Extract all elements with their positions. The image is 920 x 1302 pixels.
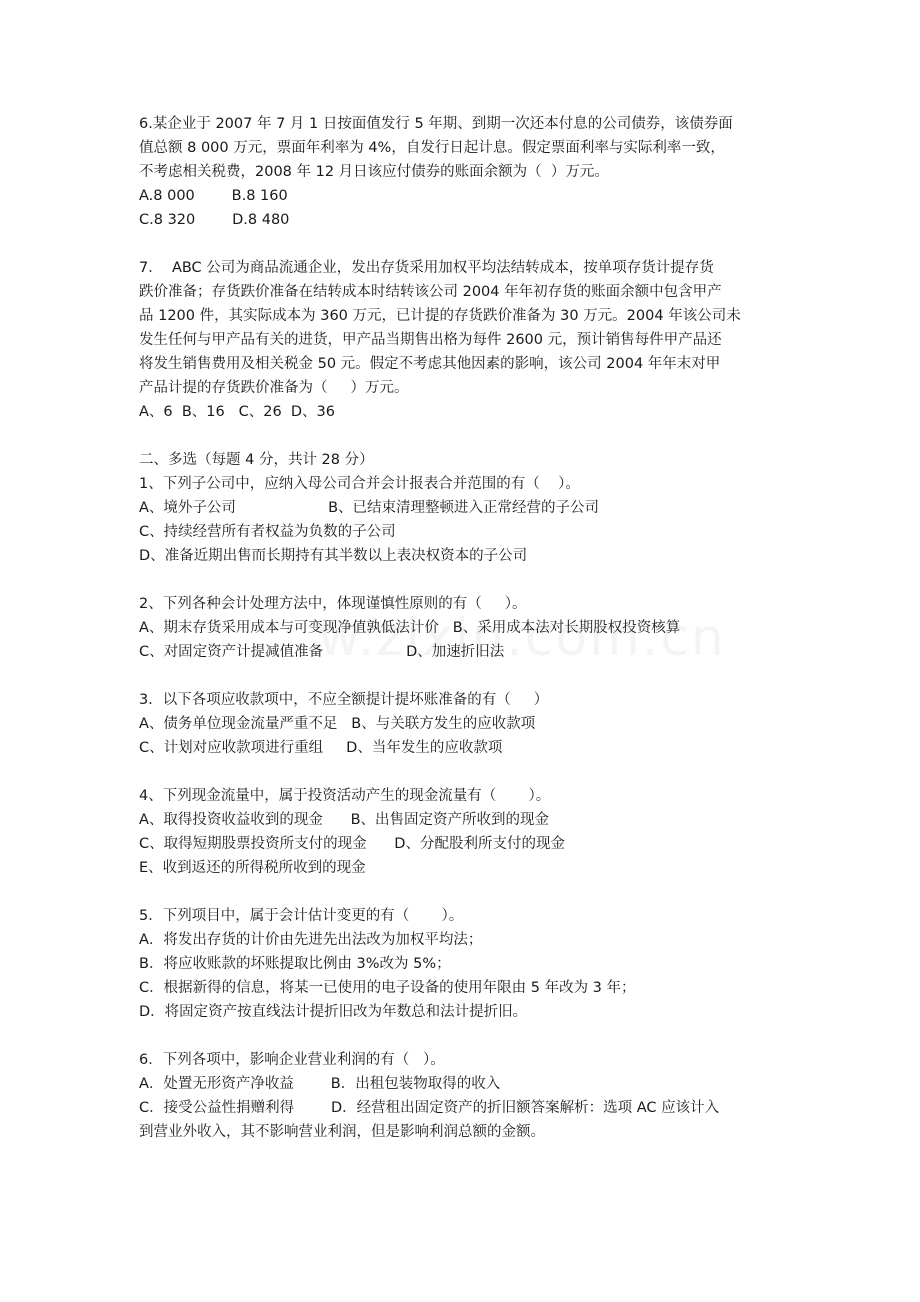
text-line: 发生任何与甲产品有关的进货，甲产品当期售出格为每件 2600 元，预计销售每件甲产品还: [139, 332, 722, 348]
text-line: 品 1200 件，其实际成本为 360 万元，已计提的存货跌价准备为 30 万元。2004 年该公司未: [139, 308, 741, 324]
text-line: A、取得投资收益收到的现金 B、出售固定资产所收到的现金: [139, 812, 550, 828]
text-line: A．将发出存货的计价由先进先出法改为加权平均法；: [139, 932, 483, 948]
text-line: A．处置无形资产净收益 B．出租包装物取得的收入: [139, 1076, 501, 1092]
document-body: [139, 112, 789, 1144]
text-line: C、持续经营所有者权益为负数的子公司: [139, 524, 396, 540]
blank-line: [139, 424, 789, 448]
text-line: 3．以下各项应收款项中，不应全额提计提坏账准备的有（ ）: [139, 692, 549, 708]
text-line: B．将应收账款的坏账提取比例由 3%改为 5%；: [139, 956, 451, 972]
blank-line: [139, 760, 789, 784]
text-line: C、对固定资产计提减值准备 D、加速折旧法: [139, 644, 505, 660]
text-line: A.8 000 B.8 160: [139, 188, 288, 204]
text-line: A、期末存货采用成本与可变现净值孰低法计价 B、采用成本法对长期股权投资核算: [139, 620, 681, 636]
text-line: 6.某企业于 2007 年 7 月 1 日按面值发行 5 年期、到期一次还本付息的公司债券，该债券面: [139, 116, 733, 132]
text-line: C.8 320 D.8 480: [139, 212, 290, 228]
text-line: A、6 B、16 C、26 D、36: [139, 404, 335, 420]
text-line: E、收到返还的所得税所收到的现金: [139, 860, 366, 876]
text-line: A、境外子公司 B、已结束清理整顿进入正常经营的子公司: [139, 500, 600, 516]
text-line: 7． ABC 公司为商品流通企业，发出存货采用加权平均法结转成本，按单项存货计提存货: [139, 260, 714, 276]
blank-line: [139, 664, 789, 688]
text-line: 6．下列各项中，影响企业营业利润的有（ ）。: [139, 1052, 445, 1068]
blank-line: [139, 232, 789, 256]
text-line: 5．下列项目中，属于会计估计变更的有（ ）。: [139, 908, 464, 924]
blank-line: [139, 1024, 789, 1048]
text-line: 到营业外收入，其不影响营业利润，但是影响利润总额的金额。: [139, 1124, 545, 1140]
text-line: C．根据新得的信息，将某一已使用的电子设备的使用年限由 5 年改为 3 年；: [139, 980, 636, 996]
text-line: D、准备近期出售而长期持有其半数以上表决权资本的子公司: [139, 548, 528, 564]
text-line: 将发生销售费用及相关税金 50 元。假定不考虑其他因素的影响，该公司 2004 年年末对甲: [139, 356, 721, 372]
text-line: A、债务单位现金流量严重不足 B、与关联方发生的应收款项: [139, 716, 536, 732]
text-line: 产品计提的存货跌价准备为（ ）万元。: [139, 380, 409, 396]
text-line: 不考虑相关税费，2008 年 12 月日该应付债券的账面余额为（ ）万元。: [139, 164, 609, 180]
text-line: C、计划对应收款项进行重组 D、当年发生的应收款项: [139, 740, 503, 756]
text-line: C．接受公益性捐赠利得 D．经营租出固定资产的折旧额答案解析：选项 AC 应该计入: [139, 1100, 720, 1116]
text-line: C、取得短期股票投资所支付的现金 D、分配股利所支付的现金: [139, 836, 565, 852]
text-line: 2、下列各种会计处理方法中，体现谨慎性原则的有（ ）。: [139, 596, 527, 612]
text-line: D．将固定资产按直线法计提折旧改为年数总和法计提折旧。: [139, 1004, 528, 1020]
blank-line: [139, 880, 789, 904]
text-line: 4、下列现金流量中，属于投资活动产生的现金流量有（ ）。: [139, 788, 551, 804]
blank-line: [139, 568, 789, 592]
text-line: 二、多选（每题 4 分，共计 28 分）: [139, 452, 374, 468]
text-line: 跌价准备；存货跌价准备在结转成本时结转该公司 2004 年年初存货的账面余额中包含甲产: [139, 284, 722, 300]
text-line: 值总额 8 000 万元，票面年利率为 4%，自发行日起计息。假定票面利率与实际利率一致，: [139, 140, 725, 156]
text-line: 1、下列子公司中，应纳入母公司合并会计报表合并范围的有（ ）。: [139, 476, 580, 492]
